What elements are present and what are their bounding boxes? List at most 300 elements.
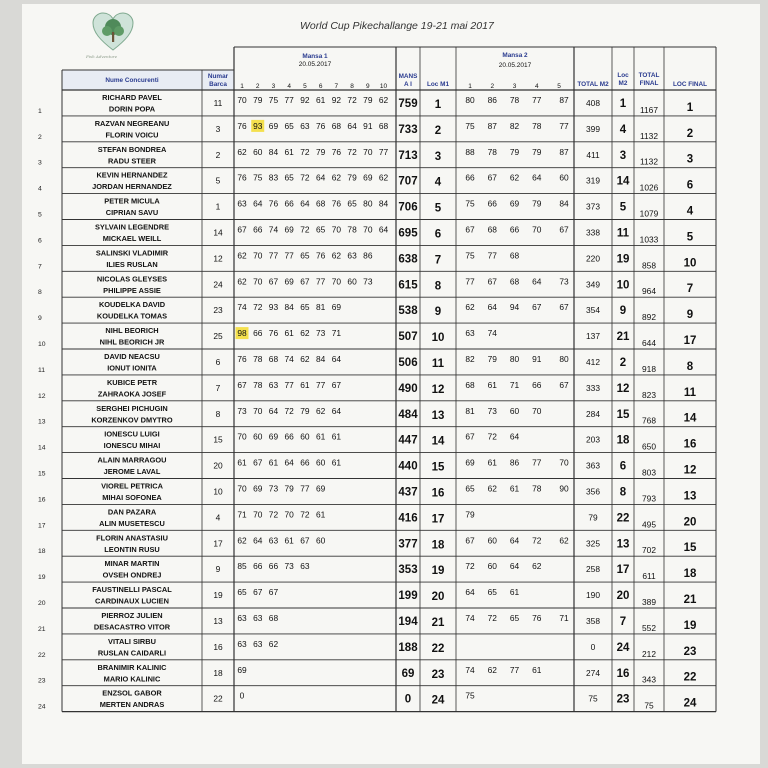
mansa1-catch: 72	[300, 509, 310, 520]
mansa1-catch: 76	[315, 250, 326, 261]
mansa1-catch: 63	[347, 250, 357, 261]
mansa1-total: 416	[398, 512, 418, 525]
mansa2-catch: 72	[487, 613, 497, 623]
competitor-name: FAUSTINELLI PASCAL	[92, 585, 172, 595]
mansa1-catch: 73	[315, 328, 326, 339]
mansa1-place: 21	[431, 616, 445, 629]
mansa1-catch: 67	[268, 587, 279, 598]
boat-number: 1	[215, 201, 221, 212]
mansa2-catch: 66	[509, 224, 520, 235]
mansa1-catch: 61	[237, 457, 247, 468]
col-header-name: Nume Concurenti	[105, 77, 159, 84]
row-number: 9	[38, 315, 42, 323]
final-total: 1132	[639, 156, 659, 167]
mansa2-catch: 62	[465, 302, 475, 313]
mansa1-catch: 62	[300, 354, 310, 364]
final-total: 343	[642, 674, 656, 685]
final-total: 495	[642, 519, 656, 530]
mansa2-catch: 73	[487, 405, 497, 416]
mansa2-place: 6	[619, 460, 627, 473]
mansa1-catch: 77	[284, 250, 294, 261]
mansa1-catch: 76	[268, 198, 279, 209]
mansa1-catch: 76	[237, 120, 247, 131]
competitor-name: DESACASTRO VITOR	[93, 622, 171, 632]
boat-number: 5	[215, 175, 221, 186]
competitor-name: RICHARD PAVEL	[102, 93, 162, 102]
mansa2-catch: 79	[465, 509, 475, 520]
boat-number: 22	[213, 693, 223, 704]
mansa2-catch: 75	[465, 250, 475, 261]
boat-number: 8	[215, 408, 221, 419]
mansa1-catch: 61	[284, 146, 294, 157]
mansa1-catch: 80	[363, 198, 373, 209]
mansa1-total: 615	[398, 279, 418, 292]
mansa1-catch: 62	[237, 250, 247, 261]
boat-number: 12	[213, 253, 223, 264]
competitor-name: ZAHRAOKA JOSEF	[97, 389, 167, 399]
mansa1-catch: 69	[331, 302, 342, 313]
mansa1-catch: 93	[253, 120, 263, 131]
mansa1-catch: 65	[237, 587, 247, 598]
mansa1-catch: 76	[315, 120, 326, 131]
final-place: 4	[686, 205, 694, 218]
col-header-loc-final: LOC FINAL	[672, 81, 708, 88]
competitor-name: MINAR MARTIN	[104, 559, 160, 569]
boat-number: 25	[213, 331, 223, 342]
mansa1-place: 7	[434, 254, 442, 267]
mansa2-catch: 77	[559, 120, 569, 131]
mansa2-catch: 77	[487, 250, 497, 261]
final-place: 5	[686, 231, 694, 244]
mansa2-catch: 82	[465, 354, 475, 364]
mansa2-catch: 67	[559, 224, 569, 235]
boat-number: 4	[215, 512, 221, 523]
boat-number: 18	[213, 667, 223, 678]
competitor-name: RUSLAN CAIDARLI	[97, 648, 167, 658]
mansa1-place: 12	[431, 383, 445, 396]
mansa1-catch: 61	[315, 431, 326, 442]
row-number: 5	[38, 211, 42, 219]
mansa1-total: 199	[398, 590, 418, 603]
mansa1-catch: 65	[347, 198, 357, 209]
final-place: 12	[683, 464, 697, 477]
mansa1-catch: 66	[300, 457, 310, 468]
col-header-loc-m2: M2	[618, 80, 628, 87]
page-title: World Cup Pikechallange 19-21 mai 2017	[300, 20, 494, 32]
mansa2-catch: 64	[532, 172, 542, 183]
mansa2-catch: 69	[465, 457, 475, 468]
mansa1-catch: 64	[253, 535, 263, 546]
mansa2-catch: 67	[559, 379, 569, 390]
final-total: 1033	[639, 234, 659, 245]
mansa2-catch: 64	[487, 302, 497, 313]
mansa1-catch: 77	[284, 379, 294, 390]
mansa2-catch: 78	[532, 120, 542, 131]
mansa2-catch: 84	[559, 198, 569, 209]
mansa2-catch: 61	[487, 457, 497, 468]
mansa2-catch: 69	[509, 198, 520, 209]
final-total: 552	[642, 622, 656, 633]
mansa1-catch: 70	[237, 95, 247, 105]
mansa2-catch: 61	[509, 587, 520, 598]
mansa1-catch: 60	[315, 457, 326, 468]
final-place: 11	[683, 386, 697, 399]
mansa2-col-header: 1	[468, 83, 472, 90]
competitor-name: STEFAN BONDREA	[97, 144, 167, 154]
mansa1-catch: 69	[284, 276, 294, 287]
mansa2-catch: 86	[487, 95, 497, 105]
mansa2-catch: 76	[532, 613, 542, 623]
final-place: 22	[683, 671, 697, 684]
final-total: 793	[642, 493, 656, 504]
row-number: 15	[38, 470, 46, 478]
mansa1-catch: 69	[237, 664, 247, 675]
mansa2-total: 356	[586, 486, 600, 497]
mansa1-catch: 62	[300, 328, 310, 339]
mansa2-catch: 67	[559, 302, 569, 313]
boat-number: 3	[215, 123, 221, 134]
mansa2-catch: 64	[509, 535, 520, 546]
mansa1-catch: 72	[300, 172, 310, 183]
logo-caption: Fish Adventure	[86, 54, 118, 59]
mansa1-catch: 79	[347, 172, 357, 183]
boat-number: 6	[215, 356, 221, 367]
mansa1-total: 194	[398, 615, 418, 628]
mansa1-catch: 68	[331, 120, 342, 131]
mansa2-place: 20	[616, 590, 630, 603]
mansa1-catch: 64	[331, 405, 342, 416]
col-header-total-final: TOTAL	[638, 72, 660, 79]
boat-number: 17	[213, 538, 223, 549]
col-header-loc-m2: Loc	[617, 72, 629, 79]
mansa1-catch: 70	[253, 276, 263, 287]
mansa1-catch: 69	[268, 431, 279, 442]
mansa2-catch: 71	[509, 379, 520, 390]
competitor-name: IONESCU MIHAI	[103, 441, 161, 451]
final-total: 892	[642, 312, 656, 323]
mansa1-catch: 78	[347, 224, 357, 235]
row-number: 19	[38, 574, 46, 582]
competitor-name: KOUDELKA TOMAS	[96, 311, 168, 321]
mansa2-total: 338	[586, 227, 600, 238]
mansa2-catch: 70	[532, 405, 542, 416]
mansa1-total: 695	[398, 227, 418, 240]
mansa1-catch: 92	[331, 95, 342, 105]
mansa2-place: 18	[616, 434, 630, 447]
mansa1-catch: 73	[268, 483, 279, 494]
mansa2-catch: 74	[465, 613, 475, 623]
mansa1-catch: 66	[284, 431, 294, 442]
mansa1-total: 377	[398, 538, 418, 551]
mansa1-catch: 76	[237, 172, 247, 183]
mansa1-catch: 74	[237, 302, 247, 313]
row-number: 6	[38, 237, 42, 245]
mansa2-place: 14	[616, 175, 630, 188]
mansa1-catch: 63	[237, 638, 247, 649]
mansa1-catch: 72	[268, 509, 279, 520]
mansa1-catch: 71	[237, 509, 247, 520]
competitor-name: SALINSKI VLADIMIR	[95, 248, 169, 258]
competitor-name: KORZENKOV DMYTRO	[91, 415, 173, 425]
mansa2-catch: 67	[465, 431, 475, 442]
mansa1-total: 484	[398, 408, 418, 421]
mansa1-catch: 69	[268, 120, 279, 131]
mansa2-catch: 80	[465, 95, 475, 105]
final-place: 21	[683, 594, 697, 606]
mansa1-catch: 62	[237, 276, 247, 287]
final-place: 18	[683, 568, 697, 581]
mansa1-catch: 70	[253, 250, 263, 261]
boat-number: 23	[213, 305, 223, 316]
competitor-name: LEONTIN RUSU	[104, 544, 160, 554]
competitor-name: ALAIN MARRAGOU	[97, 455, 167, 465]
mansa2-col-header: 2	[490, 83, 495, 90]
mansa1-catch: 79	[284, 483, 294, 494]
boat-number: 24	[213, 279, 223, 290]
final-place: 20	[683, 516, 697, 529]
mansa1-place: 11	[431, 357, 445, 370]
mansa2-catch: 79	[509, 146, 520, 157]
mansa1-catch: 86	[363, 250, 373, 261]
final-place: 7	[686, 283, 694, 296]
mansa1-catch: 67	[331, 379, 342, 390]
mansa1-catch: 66	[284, 198, 294, 209]
mansa1-catch: 77	[378, 146, 389, 157]
mansa2-catch: 87	[559, 146, 569, 157]
competitor-name: KUBICE PETR	[106, 377, 158, 387]
mansa1-catch: 70	[253, 405, 263, 416]
mansa1-catch: 98	[237, 328, 247, 339]
competitor-name: VIOREL PETRICA	[101, 481, 163, 491]
mansa2-catch: 86	[509, 457, 520, 468]
boat-number: 2	[215, 149, 221, 160]
competitor-name: MARIO KALINIC	[103, 674, 161, 684]
final-total: 768	[642, 415, 656, 426]
mansa1-catch: 66	[253, 561, 263, 572]
mansa1-catch: 70	[331, 276, 342, 287]
mansa1-catch: 62	[237, 146, 247, 157]
mansa2-catch: 94	[509, 302, 520, 313]
row-number: 2	[38, 133, 42, 141]
boat-number: 14	[213, 227, 223, 238]
mansa1-catch: 68	[378, 120, 389, 131]
mansa1-catch: 72	[347, 95, 357, 105]
mansa1-catch: 67	[237, 379, 247, 390]
row-number: 14	[38, 444, 46, 452]
mansa1-catch: 65	[284, 120, 294, 131]
competitor-name: SERGHEI PICHUGIN	[96, 403, 168, 413]
mansa2-catch: 68	[465, 379, 475, 390]
mansa2-place: 4	[619, 123, 627, 136]
mansa2-catch: 67	[465, 535, 475, 546]
mansa2-catch: 62	[509, 172, 520, 183]
mansa1-place: 24	[431, 694, 445, 707]
col-header-mans-a1: A I	[404, 81, 412, 88]
final-total: 964	[642, 286, 656, 297]
mansa1-catch: 60	[253, 146, 263, 157]
mansa1-col-header: 4	[287, 83, 291, 90]
mansa2-total: 258	[586, 564, 600, 575]
final-total: 212	[642, 648, 656, 659]
mansa2-catch: 60	[509, 405, 520, 416]
mansa1-catch: 77	[268, 250, 279, 261]
competitor-name: MIHAI SOFONEA	[102, 493, 162, 502]
mansa2-catch: 61	[487, 379, 497, 390]
mansa1-catch: 70	[284, 509, 294, 520]
mansa2-place: 7	[619, 615, 627, 628]
mansa1-catch: 64	[253, 198, 263, 209]
competitor-name: CARDINAUX LUCIEN	[95, 596, 169, 606]
mansa1-catch: 73	[284, 561, 294, 572]
final-total: 918	[642, 363, 656, 374]
mansa1-catch: 91	[363, 120, 373, 131]
mansa2-total: 284	[586, 408, 600, 419]
competitor-name: SYLVAIN LEGENDRE	[94, 222, 170, 232]
mansa1-catch: 63	[300, 120, 310, 131]
mansa2-place: 24	[616, 641, 630, 654]
mansa2-place: 2	[619, 356, 627, 369]
mansa1-catch: 67	[300, 276, 310, 287]
mansa2-catch: 72	[487, 431, 497, 442]
mansa2-catch: 65	[465, 483, 475, 494]
mansa2-total: 349	[586, 279, 600, 290]
competitor-name: KEVIN HERNANDEZ	[96, 170, 168, 180]
mansa2-place: 23	[616, 693, 630, 706]
mansa1-place: 18	[431, 539, 445, 552]
mansa1-catch: 73	[237, 405, 247, 416]
mansa1-catch: 68	[315, 198, 326, 209]
final-total: 803	[642, 467, 656, 478]
mansa1-catch: 61	[284, 535, 294, 546]
mansa1-catch: 70	[331, 224, 342, 235]
mansa1-catch: 63	[237, 198, 247, 209]
mansa1-place: 10	[431, 332, 445, 345]
mansa1-place: 17	[431, 513, 445, 526]
final-place: 6	[686, 179, 694, 192]
mansa1-total: 713	[398, 149, 418, 162]
mansa1-catch: 62	[378, 172, 389, 183]
mansa2-place: 12	[616, 382, 630, 395]
col-header-boat: Barca	[209, 81, 227, 88]
mansa2-catch: 78	[509, 95, 520, 105]
final-total: 1026	[639, 182, 659, 193]
mansa1-total: 490	[398, 382, 418, 395]
mansa1-col-header: 6	[318, 83, 323, 90]
mansa2-total: 399	[586, 123, 600, 134]
mansa2-place: 17	[616, 564, 630, 577]
mansa1-catch: 60	[253, 431, 263, 442]
mansa2-place: 15	[616, 408, 630, 421]
mansa1-total: 69	[401, 667, 415, 680]
mansa2-place: 21	[616, 331, 630, 344]
final-place: 1	[686, 101, 694, 114]
final-place: 2	[686, 127, 694, 140]
final-place: 17	[683, 335, 697, 347]
mansa2-catch: 66	[487, 198, 497, 209]
mansa1-total: 437	[398, 486, 418, 499]
mansa2-catch: 73	[559, 276, 569, 287]
mansa1-col-header: 9	[366, 83, 370, 90]
mansa1-catch: 72	[347, 146, 357, 157]
mansa1-catch: 62	[268, 638, 279, 649]
mansa1-date: 20.05.2017	[298, 61, 332, 68]
mansa1-catch: 84	[268, 146, 279, 157]
mansa2-catch: 65	[509, 613, 520, 623]
mansa2-place: 10	[616, 279, 630, 292]
col-header-total-final: FINAL	[639, 80, 659, 87]
mansa1-catch: 61	[315, 95, 326, 105]
competitor-name: IONUT IONITA	[107, 363, 157, 373]
mansa1-catch: 70	[253, 509, 263, 520]
mansa1-catch: 83	[268, 172, 279, 183]
final-total: 858	[642, 260, 656, 271]
mansa1-catch: 62	[331, 250, 342, 261]
mansa2-place: 19	[616, 253, 630, 266]
mansa2-total: 408	[586, 97, 600, 108]
mansa1-total: 440	[398, 460, 418, 473]
final-place: 9	[686, 309, 694, 322]
boat-number: 15	[213, 434, 223, 445]
mansa1-total: 638	[398, 253, 418, 266]
competitor-name: DAN PAZARA	[107, 507, 157, 517]
mansa2-total: 373	[586, 201, 600, 212]
competitor-name: DAVID NEACSU	[104, 352, 160, 361]
mansa1-col-header: 3	[271, 83, 276, 90]
mansa2-catch: 79	[487, 354, 497, 364]
mansa2-catch: 74	[487, 328, 497, 339]
mansa2-catch: 64	[465, 587, 475, 598]
mansa2-total: 220	[586, 253, 600, 264]
competitor-name: ILIES RUSLAN	[106, 259, 158, 269]
mansa1-catch: 64	[315, 172, 326, 183]
mansa1-place: 5	[434, 202, 442, 215]
mansa2-catch: 67	[465, 224, 475, 235]
mansa2-total: 363	[586, 460, 600, 471]
row-number: 18	[38, 548, 46, 556]
mansa2-catch: 87	[559, 95, 569, 105]
mansa1-place: 23	[431, 668, 445, 681]
mansa2-catch: 62	[559, 535, 569, 546]
mansa1-catch: 63	[268, 535, 279, 546]
col-header-loc-m1: Loc M1	[426, 81, 450, 88]
competitor-name: NIHL BEORICH JR	[99, 337, 165, 347]
competitor-name: NICOLAS GLEYSES	[96, 274, 168, 284]
mansa1-place: 22	[431, 642, 445, 655]
row-number: 10	[38, 341, 46, 348]
mansa1-catch: 70	[237, 431, 247, 442]
mansa1-catch: 67	[268, 276, 279, 287]
mansa1-catch: 66	[268, 561, 279, 572]
mansa2-catch: 68	[509, 250, 520, 261]
final-total: 75	[644, 700, 654, 711]
mansa2-catch: 91	[532, 354, 542, 364]
mansa1-catch: 64	[378, 224, 389, 235]
mansa1-catch: 60	[347, 276, 357, 287]
final-place: 16	[683, 438, 697, 451]
mansa2-place: 8	[619, 486, 627, 499]
mansa1-place: 4	[434, 176, 442, 189]
boat-number: 16	[213, 641, 223, 652]
mansa1-catch: 69	[284, 224, 294, 235]
mansa2-catch: 78	[487, 146, 497, 157]
mansa1-catch: 64	[331, 354, 342, 364]
row-number: 24	[38, 703, 46, 711]
row-number: 4	[38, 185, 42, 193]
mansa1-place: 13	[431, 409, 445, 422]
final-total: 1079	[639, 208, 659, 219]
row-number: 20	[38, 600, 46, 607]
mansa2-catch: 60	[487, 561, 497, 572]
